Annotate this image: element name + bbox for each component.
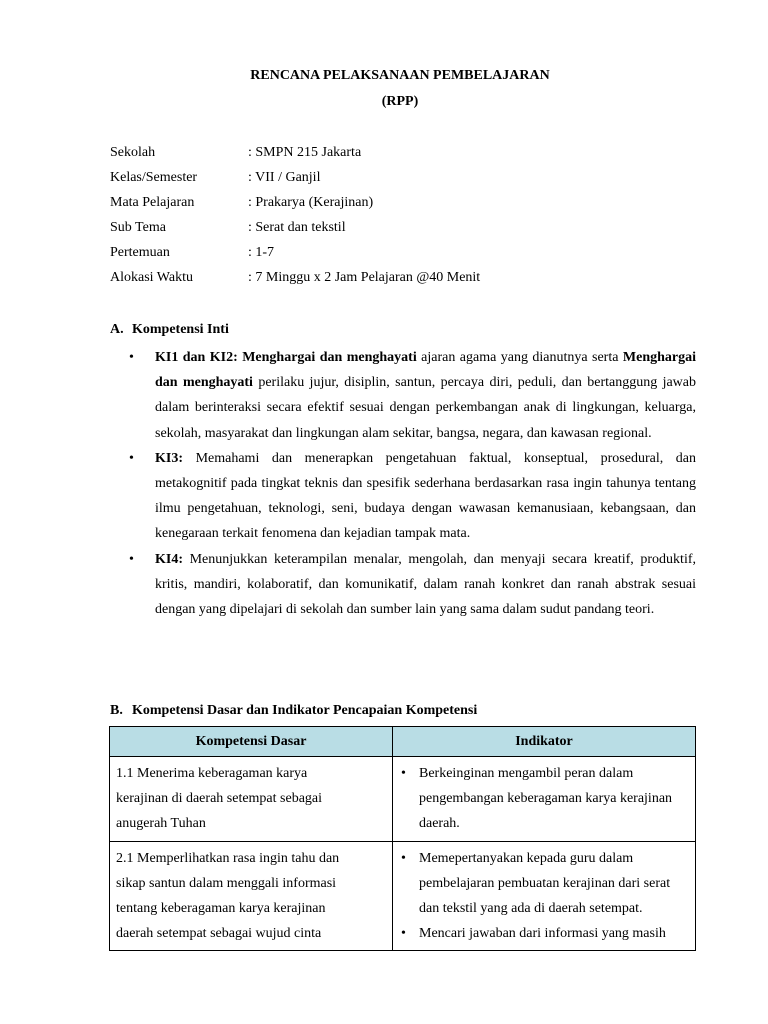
bullet-icon: • <box>401 766 406 781</box>
table-row <box>110 841 696 951</box>
kd-cell <box>110 757 393 842</box>
info-value: : 7 Minggu x 2 Jam Pelajaran @40 Menit <box>248 270 481 285</box>
section-a-heading <box>110 320 229 340</box>
section-letter: B. <box>110 703 123 718</box>
info-value: : 1-7 <box>248 245 275 260</box>
list-item-ki1-ki2 <box>127 345 696 446</box>
info-label: Pertemuan <box>110 245 170 260</box>
bullet-icon: • <box>129 450 134 466</box>
indicator-item <box>399 761 689 837</box>
info-row-alokasi-waktu <box>110 268 480 293</box>
info-value: : SMPN 215 Jakarta <box>248 145 362 160</box>
column-header-indikator: Indikator <box>393 727 696 757</box>
bullet-icon: • <box>129 551 134 567</box>
info-label: Mata Pelajaran <box>110 195 195 210</box>
list-item-ki3 <box>127 446 696 547</box>
section-b-heading <box>110 701 477 721</box>
table-header-row <box>110 727 696 757</box>
document-subtitle: (RPP) <box>381 94 419 109</box>
indicator-item <box>399 921 689 946</box>
info-value: : VII / Ganjil <box>248 170 321 185</box>
ki-text: Memahami dan menerapkan pengetahuan faktual, konseptual, prosedural, dan metakognitif pada tingkat teknis dan spesifik sederhana berdasarkan rasa ingin tahunya tentang ilmu pengetahuan, teknologi, seni, budaya dengan wawasan kemanusiaan, kebangsaan, dan kenegaraan terkait fenomena dan kejadian tampak mata. <box>155 450 696 542</box>
indicator-line: Berkeinginan mengambil peran dalam <box>419 766 634 781</box>
kd-line: 2.1 Memperlihatkan rasa ingin tahu dan <box>116 850 340 866</box>
column-header-kompetensi-dasar: Kompetensi Dasar <box>110 727 393 757</box>
ki-bold-label: KI1 dan KI2: Menghargai dan menghayati <box>155 350 417 365</box>
indicator-line: pengembangan keberagaman karya kerajinan <box>419 791 673 807</box>
section-title: Kompetensi Inti <box>132 322 229 337</box>
indicator-item <box>399 846 689 922</box>
bullet-icon: • <box>401 850 406 866</box>
info-row-sub-tema <box>110 218 480 243</box>
info-row-mata-pelajaran <box>110 193 480 218</box>
info-block <box>110 143 480 293</box>
kd-line: anugerah Tuhan <box>116 816 206 832</box>
indicator-line: Mencari jawaban dari informasi yang masih <box>419 926 666 942</box>
section-letter: A. <box>110 322 124 337</box>
ki-bold-label: KI4: <box>155 551 183 567</box>
indikator-cell <box>393 841 696 951</box>
document-title: RENCANA PELAKSANAAN PEMBELAJARAN <box>250 68 550 83</box>
bullet-icon: • <box>129 350 134 365</box>
kd-line: daerah setempat sebagai wujud cinta <box>116 926 322 942</box>
indikator-cell <box>393 757 696 842</box>
info-row-kelas-semester <box>110 168 480 193</box>
kd-line: sikap santun dalam menggali informasi <box>116 875 337 891</box>
ki-text: Menunjukkan keterampilan menalar, mengolah, dan menyaji secara kreatif, produktif, kritis, mandiri, kolaboratif, dan komunikatif, dalam ranah konkret dan ranah abstrak sesuai dengan yang dipelajari di sekolah dan sumber lain yang sama dalam sudut pandang teori. <box>155 551 696 618</box>
kd-line: 1.1 Menerima keberagaman karya <box>116 766 308 781</box>
info-label: Sekolah <box>110 145 156 160</box>
indicator-line: daerah. <box>419 816 460 832</box>
indicator-line: Memepertanyakan kepada guru dalam <box>419 850 634 866</box>
list-item-ki4 <box>127 547 696 623</box>
kd-line: tentang keberagaman karya kerajinan <box>116 901 326 917</box>
ki-bold-phrase: Menghargai dan menghayati <box>155 350 696 391</box>
info-row-pertemuan <box>110 243 480 268</box>
bullet-icon: • <box>401 926 406 942</box>
ki-bold-label: KI3: <box>155 450 183 466</box>
indicator-line: dan tekstil yang ada di daerah setempat. <box>419 901 643 917</box>
info-row-sekolah <box>110 143 480 168</box>
ki-text: perilaku jujur, disiplin, santun, percaya diri, peduli, dan bertanggung jawab dalam berinteraksi secara efektif sesuai dengan perkembangan anak di lingkungan, keluarga, sekolah, masyarakat dan lingkungan alam sekitar, bangsa, negara, dan kawasan regional. <box>155 375 696 441</box>
kd-cell <box>110 841 393 951</box>
indicator-line: pembelajaran pembuatan kerajinan dari serat <box>419 875 671 891</box>
info-label: Sub Tema <box>110 220 166 235</box>
section-title: Kompetensi Dasar dan Indikator Pencapaian Kompetensi <box>132 703 478 718</box>
info-label: Kelas/Semester <box>110 170 198 185</box>
ki-text: ajaran agama yang dianutnya serta <box>416 350 623 365</box>
info-label: Alokasi Waktu <box>110 270 193 285</box>
info-value: : Serat dan tekstil <box>248 220 346 235</box>
kd-line: kerajinan di daerah setempat sebagai <box>116 791 323 807</box>
kompetensi-inti-list <box>127 345 696 622</box>
kompetensi-dasar-table <box>109 726 696 951</box>
table-row <box>110 757 696 842</box>
info-value: : Prakarya (Kerajinan) <box>248 195 374 210</box>
